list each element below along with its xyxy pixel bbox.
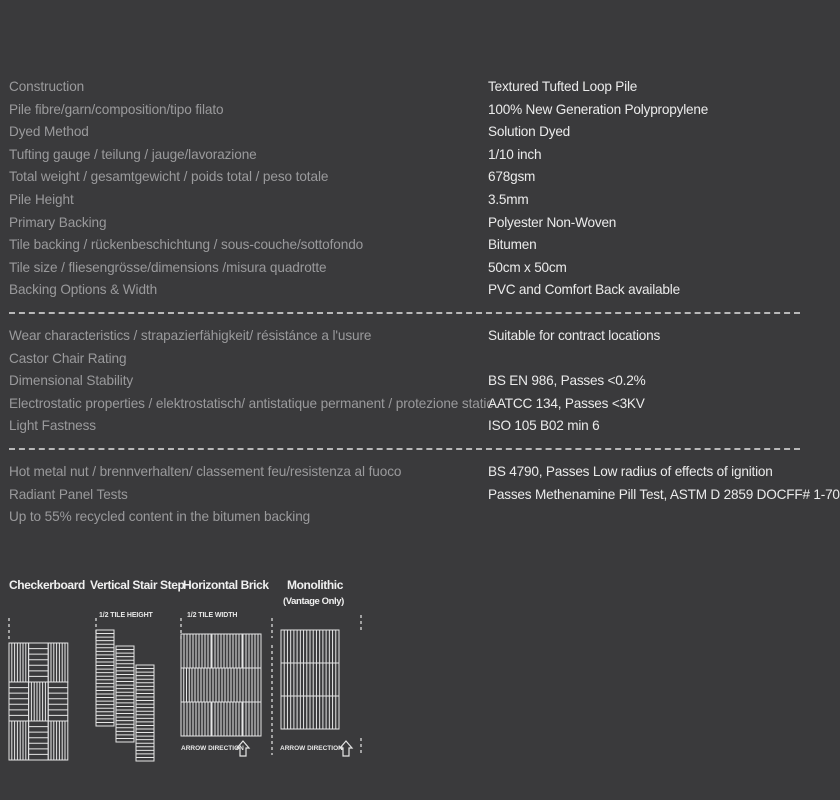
spec-value: 3.5mm xyxy=(488,191,529,207)
spec-value: Textured Tufted Loop Pile xyxy=(488,79,638,94)
monolithic-arrow-label: ARROW DIRECTION xyxy=(280,745,343,752)
spec-label: Dimensional Stability xyxy=(9,373,134,389)
dashed-divider xyxy=(9,448,800,450)
spec-label: Pile Height xyxy=(9,191,74,207)
spec-label: Backing Options & Width xyxy=(9,282,158,298)
spec-row xyxy=(9,415,800,438)
spec-row xyxy=(9,461,800,484)
spec-value: PVC and Comfort Back available xyxy=(488,282,680,298)
spec-row xyxy=(9,484,840,507)
spec-value: BS EN 986, Passes <0.2% xyxy=(488,373,646,389)
spec-row xyxy=(9,325,800,348)
brick-title: Horizontal Brick xyxy=(183,578,269,592)
spec-group-performance xyxy=(9,325,800,438)
spec-label: Hot metal nut / brennverhalten/ classement feu/resistenza al fuoco xyxy=(9,463,402,479)
spec-group-fire xyxy=(9,461,840,529)
spec-row xyxy=(9,234,800,257)
spec-label: Wear characteristics / strapazierfähigkeit/ résistánce a l'usure xyxy=(9,327,372,343)
spec-row xyxy=(9,393,800,416)
spec-row xyxy=(9,370,800,393)
spec-row xyxy=(9,257,800,280)
spec-value: BS 4790, Passes Low radius of effects of ignition xyxy=(488,463,773,479)
spec-label: Tile size / fliesengrösse/dimensions /misura quadrotte xyxy=(9,259,327,275)
spec-value: 678gsm xyxy=(488,169,536,185)
spec-label: Up to 55% recycled content in the bitumen backing xyxy=(9,509,311,525)
spec-label: Light Fastness xyxy=(9,418,97,434)
arrow-up-icon xyxy=(237,741,249,756)
dashed-divider xyxy=(9,312,800,314)
spec-value: Passes Methenamine Pill Test, ASTM D 2859 DOCFF# 1-70 xyxy=(488,486,840,502)
brick-diagram xyxy=(181,634,261,736)
spec-row xyxy=(9,166,800,189)
spec-row xyxy=(9,189,800,212)
spec-value: Solution Dyed xyxy=(488,124,571,140)
spec-row xyxy=(9,76,800,99)
spec-label: Construction xyxy=(9,79,85,94)
specification-table xyxy=(9,76,840,529)
spec-label: Total weight / gesamtgewicht / poids total / peso totale xyxy=(9,169,329,185)
spec-row xyxy=(9,144,800,167)
spec-label: Radiant Panel Tests xyxy=(9,486,128,502)
spec-label: Tile backing / rückenbeschichtung / sous-couche/sottofondo xyxy=(9,237,364,253)
spec-label: Dyed Method xyxy=(9,124,89,140)
spec-value: 50cm x 50cm xyxy=(488,259,567,275)
monolithic-subtitle: (Vantage Only) xyxy=(283,596,344,607)
installation-patterns xyxy=(0,570,800,800)
stair-step-title: Vertical Stair Step xyxy=(90,578,185,592)
spec-value: Bitumen xyxy=(488,237,537,253)
brick-note: 1/2 TILE WIDTH xyxy=(187,612,238,619)
spec-row xyxy=(9,121,800,144)
spec-value: 100% New Generation Polypropylene xyxy=(488,101,709,117)
spec-row xyxy=(9,212,800,235)
spec-value: ISO 105 B02 min 6 xyxy=(488,418,600,434)
spec-row xyxy=(9,506,800,529)
spec-label: Castor Chair Rating xyxy=(9,350,127,366)
stair-step-note: 1/2 TILE HEIGHT xyxy=(99,612,153,619)
spec-value: Suitable for contract locations xyxy=(488,327,661,343)
spec-row xyxy=(9,279,800,302)
checkerboard-diagram xyxy=(9,643,68,760)
spec-value: Polyester Non-Woven xyxy=(488,214,617,230)
monolithic-diagram xyxy=(281,630,339,729)
monolithic-title: Monolithic xyxy=(287,578,343,592)
spec-label: Tufting gauge / teilung / jauge/lavorazione xyxy=(9,146,257,162)
spec-label: Electrostatic properties / elektrostatisch/ antistatique permanent / protezione static xyxy=(9,395,494,411)
spec-value: AATCC 134, Passes <3KV xyxy=(488,395,645,411)
spec-label: Primary Backing xyxy=(9,214,107,230)
stair-step-diagram xyxy=(96,630,154,761)
arrow-up-icon xyxy=(340,741,352,756)
spec-row xyxy=(9,348,800,371)
pattern-diagrams xyxy=(0,570,800,800)
spec-group-construction xyxy=(9,76,800,302)
brick-arrow-label: ARROW DIRECTION xyxy=(181,745,244,752)
spec-row xyxy=(9,99,800,122)
spec-value: 1/10 inch xyxy=(488,146,542,162)
spec-label: Pile fibre/garn/composition/tipo filato xyxy=(9,101,224,117)
checkerboard-title: Checkerboard xyxy=(9,578,85,592)
